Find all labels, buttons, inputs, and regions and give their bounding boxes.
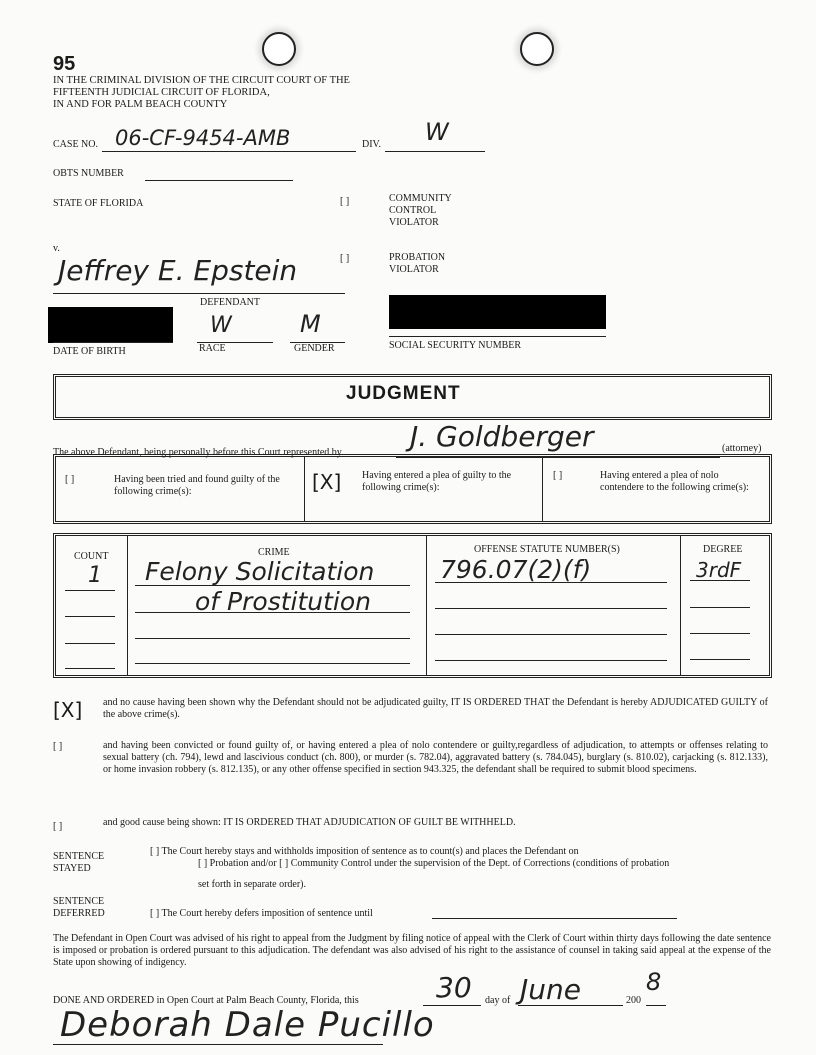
punch-hole <box>262 32 296 66</box>
year-suffix: 8 <box>646 968 662 996</box>
plea-tried-label: Having been tried and found guilty of the following crime(s): <box>114 474 280 497</box>
plea-guilty-label: Having entered a plea of guilty to the following crime(s): <box>362 470 512 493</box>
state-label: STATE OF FLORIDA <box>53 198 144 209</box>
gender-label: GENDER <box>294 343 335 354</box>
attorney-name: J. Goldberger <box>410 420 594 453</box>
ssn-label: SOCIAL SECURITY NUMBER <box>389 340 522 351</box>
crime-name-line1: Felony Solicitation <box>145 557 375 586</box>
plea-guilty-check-mark: [X] <box>312 470 342 494</box>
adjudicated-order: and no cause having been shown why the Defendant should not be adjudicated guilty, IT IS ORDERED THAT the Defendant is hereby ADJUDICATED GUILTY of the above crime(s). <box>103 697 768 720</box>
blood-specimen-order: and having been convicted or found guilty of, or having entered a plea of nolo contendere or guilty,regardless of adjudication, to attempts or offenses relating to sexual battery (ch. 794), lewd and lascivious conduct (ch. 800), or murder (s. 782.04), aggravated battery (s. 784.045), burglary (s. 810.02), carjacking (s. 812.133), or home invasion robbery (s. 812.135), or any other offense specified in section 943.325, the defendant shall be required to submit blood specimens. <box>103 740 768 775</box>
court-header-line: IN THE CRIMINAL DIVISION OF THE CIRCUIT COURT OF THE <box>53 75 350 86</box>
attorney-suffix: (attorney) <box>722 443 762 454</box>
document-title: JUDGMENT <box>346 383 461 404</box>
plea-nolo-label: Having entered a plea of nolo contendere to the following crime(s): <box>600 470 749 493</box>
judge-signature: Deborah Dale Pucillo <box>60 1005 435 1045</box>
day-of-label: day of <box>485 995 511 1006</box>
sentence-deferred-text: [ ] The Court hereby defers imposition of sentence until <box>150 908 373 919</box>
degree-value: 3rdF <box>696 558 742 582</box>
redaction-ssn <box>389 295 606 329</box>
done-day: 30 <box>436 971 472 1004</box>
done-ordered-text: DONE AND ORDERED in Open Court at Palm Beach County, Florida, this <box>53 995 359 1006</box>
sentence-stayed-label: SENTENCE STAYED <box>53 851 105 874</box>
page-number: 95 <box>53 53 76 75</box>
crime-table <box>53 533 772 678</box>
withheld-checkbox: [ ] <box>53 821 63 832</box>
case-no-value: 06-CF-9454-AMB <box>115 126 291 150</box>
probation-checkbox: [ ] <box>340 253 350 264</box>
dob-label: DATE OF BIRTH <box>53 346 126 357</box>
div-value: W <box>425 118 449 146</box>
done-month: June <box>520 973 581 1006</box>
div-label: DIV. <box>362 139 381 150</box>
race-value: W <box>210 313 232 338</box>
defendant-name: Jeffrey E. Epstein <box>58 254 298 287</box>
col-degree-header: DEGREE <box>703 544 743 555</box>
plea-nolo-checkbox: [ ] <box>553 470 563 481</box>
statute-value: 796.07(2)(f) <box>440 555 592 584</box>
appeal-advisement: The Defendant in Open Court was advised of his right to appeal from the Judgment by filing notice of appeal with the Clerk of Court within thirty days following the date sentence is imposed or probation is ordered pursuant to this adjudication. The defendant was also advised of his right to the assistance of counsel in taking said appeal at the expense of the State upon showing of indigency. <box>53 933 771 968</box>
sentence-stayed-line3: set forth in separate order). <box>198 879 307 890</box>
probation-violator-label: PROBATION VIOLATOR <box>389 252 446 275</box>
punch-hole <box>520 32 554 66</box>
community-control-label: COMMUNITY CONTROL VIOLATOR <box>389 193 452 228</box>
crime-name-line2: of Prostitution <box>195 587 372 616</box>
col-crime-header: CRIME <box>258 547 290 558</box>
case-no-label: CASE NO. <box>53 139 99 150</box>
race-label: RACE <box>199 343 226 354</box>
community-control-checkbox: [ ] <box>340 196 350 207</box>
blood-checkbox: [ ] <box>53 741 63 752</box>
defendant-label: DEFENDANT <box>200 297 260 308</box>
col-count-header: COUNT <box>74 551 109 562</box>
versus: v. <box>53 243 60 254</box>
court-header-line: IN AND FOR PALM BEACH COUNTY <box>53 99 228 110</box>
sentence-deferred-label: SENTENCE DEFERRED <box>53 896 105 919</box>
redaction-dob <box>48 307 173 343</box>
crime-count-value: 1 <box>88 563 102 588</box>
gender-value: M <box>300 310 321 338</box>
sentence-stayed-line2: [ ] Probation and/or [ ] Community Control under the supervision of the Dept. of Corrections (conditions of probation <box>198 858 670 869</box>
col-statute-header: OFFENSE STATUTE NUMBER(S) <box>474 544 620 555</box>
withheld-order: and good cause being shown: IT IS ORDERED THAT ADJUDICATION OF GUILT BE WITHHELD. <box>103 817 516 828</box>
sentence-stayed-line1: [ ] The Court hereby stays and withholds imposition of sentence as to count(s) and places the Defendant on <box>150 846 579 857</box>
year-prefix: 200 <box>626 995 641 1006</box>
court-header-line: FIFTEENTH JUDICIAL CIRCUIT OF FLORIDA, <box>53 87 270 98</box>
plea-tried-checkbox: [ ] <box>65 474 75 485</box>
court-header <box>53 75 350 111</box>
obts-label: OBTS NUMBER <box>53 168 124 179</box>
represented-text: The above Defendant, being personally before this Court represented by <box>53 447 342 458</box>
adjudicated-check-mark: [X] <box>53 698 83 722</box>
